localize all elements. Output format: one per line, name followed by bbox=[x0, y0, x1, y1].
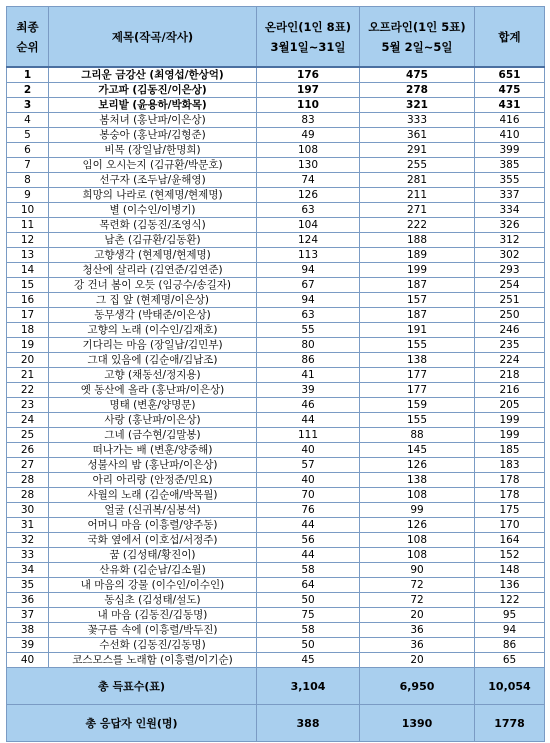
row-online: 50 bbox=[257, 638, 360, 653]
row-rank: 15 bbox=[7, 278, 49, 293]
row-rank: 14 bbox=[7, 263, 49, 278]
table-row bbox=[7, 563, 545, 578]
row-offline: 138 bbox=[360, 473, 475, 488]
total-respondents-label: 총 응답자 인원(명) bbox=[7, 705, 257, 742]
row-rank: 7 bbox=[7, 158, 49, 173]
row-total: 416 bbox=[475, 113, 545, 128]
row-title: 청산에 살리라 (김연준/김연준) bbox=[49, 263, 257, 278]
table-row bbox=[7, 653, 545, 668]
row-offline: 191 bbox=[360, 323, 475, 338]
table-row bbox=[7, 233, 545, 248]
row-title: 성불사의 밤 (홍난파/이은상) bbox=[49, 458, 257, 473]
table-row bbox=[7, 67, 545, 83]
row-title: 얼굴 (신귀복/심봉석) bbox=[49, 503, 257, 518]
row-total: 94 bbox=[475, 623, 545, 638]
row-online: 50 bbox=[257, 593, 360, 608]
row-title: 동심초 (김성태/설도) bbox=[49, 593, 257, 608]
table-row bbox=[7, 578, 545, 593]
row-offline: 155 bbox=[360, 338, 475, 353]
row-online: 197 bbox=[257, 83, 360, 98]
row-rank: 23 bbox=[7, 398, 49, 413]
table-row bbox=[7, 608, 545, 623]
row-online: 64 bbox=[257, 578, 360, 593]
row-offline: 291 bbox=[360, 143, 475, 158]
row-title: 임이 오시는지 (김규환/박문호) bbox=[49, 158, 257, 173]
table-row bbox=[7, 83, 545, 98]
row-offline: 187 bbox=[360, 308, 475, 323]
row-offline: 90 bbox=[360, 563, 475, 578]
row-title: 선구자 (조두남/윤해영) bbox=[49, 173, 257, 188]
row-online: 76 bbox=[257, 503, 360, 518]
row-rank: 33 bbox=[7, 548, 49, 563]
table-row bbox=[7, 623, 545, 638]
row-total: 251 bbox=[475, 293, 545, 308]
row-rank: 6 bbox=[7, 143, 49, 158]
row-rank: 37 bbox=[7, 608, 49, 623]
row-total: 185 bbox=[475, 443, 545, 458]
row-offline: 145 bbox=[360, 443, 475, 458]
row-online: 104 bbox=[257, 218, 360, 233]
table-row bbox=[7, 383, 545, 398]
song-ranking-table bbox=[6, 6, 545, 742]
row-title: 사월의 노래 (김순애/박목월) bbox=[49, 488, 257, 503]
row-total: 216 bbox=[475, 383, 545, 398]
row-offline: 20 bbox=[360, 608, 475, 623]
table-row bbox=[7, 308, 545, 323]
header-title: 제목(작곡/작사) bbox=[49, 7, 257, 68]
row-offline: 187 bbox=[360, 278, 475, 293]
row-offline: 36 bbox=[360, 623, 475, 638]
row-rank: 17 bbox=[7, 308, 49, 323]
total-respondents-online: 388 bbox=[257, 705, 360, 742]
row-online: 94 bbox=[257, 293, 360, 308]
total-respondents-row bbox=[7, 705, 545, 742]
row-offline: 108 bbox=[360, 548, 475, 563]
row-title: 고향생각 (현제명/현제명) bbox=[49, 248, 257, 263]
row-total: 334 bbox=[475, 203, 545, 218]
row-title: 꽃구름 속에 (이흥렬/박두진) bbox=[49, 623, 257, 638]
table-row bbox=[7, 503, 545, 518]
row-online: 63 bbox=[257, 308, 360, 323]
row-offline: 36 bbox=[360, 638, 475, 653]
row-title: 별 (이수인/이병기) bbox=[49, 203, 257, 218]
row-offline: 108 bbox=[360, 488, 475, 503]
row-online: 41 bbox=[257, 368, 360, 383]
header-total: 합계 bbox=[475, 7, 545, 68]
row-online: 39 bbox=[257, 383, 360, 398]
table-row bbox=[7, 173, 545, 188]
row-title: 국화 옆에서 (이호섭/서정주) bbox=[49, 533, 257, 548]
row-online: 176 bbox=[257, 67, 360, 83]
row-rank: 22 bbox=[7, 383, 49, 398]
row-online: 44 bbox=[257, 548, 360, 563]
row-title: 그리운 금강산 (최영섭/한상억) bbox=[49, 67, 257, 83]
table-row bbox=[7, 548, 545, 563]
row-online: 57 bbox=[257, 458, 360, 473]
row-online: 40 bbox=[257, 473, 360, 488]
row-online: 80 bbox=[257, 338, 360, 353]
row-title: 꿈 (김성태/황진이) bbox=[49, 548, 257, 563]
row-title: 비목 (장일남/한명희) bbox=[49, 143, 257, 158]
row-total: 410 bbox=[475, 128, 545, 143]
row-total: 65 bbox=[475, 653, 545, 668]
table-row bbox=[7, 533, 545, 548]
row-online: 67 bbox=[257, 278, 360, 293]
row-title: 수선화 (김동진/김동명) bbox=[49, 638, 257, 653]
row-title: 봄처녀 (홍난파/이은상) bbox=[49, 113, 257, 128]
row-online: 110 bbox=[257, 98, 360, 113]
row-title: 옛 동산에 올라 (홍난파/이은상) bbox=[49, 383, 257, 398]
row-rank: 26 bbox=[7, 443, 49, 458]
row-online: 58 bbox=[257, 563, 360, 578]
row-title: 산유화 (김순남/김소월) bbox=[49, 563, 257, 578]
row-online: 58 bbox=[257, 623, 360, 638]
row-title: 아리 아리랑 (안정준/민요) bbox=[49, 473, 257, 488]
row-offline: 177 bbox=[360, 368, 475, 383]
row-rank: 31 bbox=[7, 518, 49, 533]
row-total: 86 bbox=[475, 638, 545, 653]
table-row bbox=[7, 458, 545, 473]
row-online: 126 bbox=[257, 188, 360, 203]
row-title: 보리밭 (윤용하/박화목) bbox=[49, 98, 257, 113]
row-title: 동무생각 (박태준/이은상) bbox=[49, 308, 257, 323]
row-rank: 18 bbox=[7, 323, 49, 338]
table-row bbox=[7, 143, 545, 158]
table-row bbox=[7, 338, 545, 353]
row-rank: 21 bbox=[7, 368, 49, 383]
row-total: 183 bbox=[475, 458, 545, 473]
table-row bbox=[7, 158, 545, 173]
row-rank: 32 bbox=[7, 533, 49, 548]
table-row bbox=[7, 638, 545, 653]
table-row bbox=[7, 428, 545, 443]
row-online: 113 bbox=[257, 248, 360, 263]
row-title: 내 마음 (김동진/김동명) bbox=[49, 608, 257, 623]
row-total: 136 bbox=[475, 578, 545, 593]
row-total: 254 bbox=[475, 278, 545, 293]
row-offline: 199 bbox=[360, 263, 475, 278]
row-offline: 126 bbox=[360, 518, 475, 533]
row-title: 고향의 노래 (이수인/김재호) bbox=[49, 323, 257, 338]
row-total: 246 bbox=[475, 323, 545, 338]
row-offline: 72 bbox=[360, 578, 475, 593]
row-offline: 189 bbox=[360, 248, 475, 263]
table-body bbox=[7, 67, 545, 668]
row-online: 55 bbox=[257, 323, 360, 338]
row-total: 399 bbox=[475, 143, 545, 158]
total-respondents-offline: 1390 bbox=[360, 705, 475, 742]
row-title: 내 마음의 강물 (이수인/이수인) bbox=[49, 578, 257, 593]
row-offline: 159 bbox=[360, 398, 475, 413]
row-offline: 20 bbox=[360, 653, 475, 668]
row-title: 그 집 앞 (현제명/이은상) bbox=[49, 293, 257, 308]
row-offline: 321 bbox=[360, 98, 475, 113]
row-rank: 36 bbox=[7, 593, 49, 608]
row-rank: 24 bbox=[7, 413, 49, 428]
row-title: 봉숭아 (홍난파/김형준) bbox=[49, 128, 257, 143]
total-votes-row bbox=[7, 668, 545, 705]
table-row bbox=[7, 398, 545, 413]
row-total: 235 bbox=[475, 338, 545, 353]
table-row bbox=[7, 488, 545, 503]
row-total: 385 bbox=[475, 158, 545, 173]
row-rank: 3 bbox=[7, 98, 49, 113]
row-online: 108 bbox=[257, 143, 360, 158]
row-rank: 28 bbox=[7, 488, 49, 503]
row-offline: 157 bbox=[360, 293, 475, 308]
row-rank: 27 bbox=[7, 458, 49, 473]
row-title: 고향 (채동선/정지용) bbox=[49, 368, 257, 383]
row-offline: 271 bbox=[360, 203, 475, 218]
row-rank: 16 bbox=[7, 293, 49, 308]
row-rank: 34 bbox=[7, 563, 49, 578]
table-row bbox=[7, 128, 545, 143]
row-online: 130 bbox=[257, 158, 360, 173]
row-total: 178 bbox=[475, 488, 545, 503]
table-row bbox=[7, 323, 545, 338]
table-row bbox=[7, 413, 545, 428]
row-total: 205 bbox=[475, 398, 545, 413]
row-total: 224 bbox=[475, 353, 545, 368]
row-offline: 361 bbox=[360, 128, 475, 143]
table-row bbox=[7, 218, 545, 233]
row-online: 74 bbox=[257, 173, 360, 188]
row-offline: 88 bbox=[360, 428, 475, 443]
row-rank: 11 bbox=[7, 218, 49, 233]
row-rank: 2 bbox=[7, 83, 49, 98]
table-row bbox=[7, 593, 545, 608]
row-rank: 19 bbox=[7, 338, 49, 353]
row-offline: 188 bbox=[360, 233, 475, 248]
row-title: 떠나가는 배 (변훈/양중해) bbox=[49, 443, 257, 458]
row-total: 337 bbox=[475, 188, 545, 203]
table-row bbox=[7, 203, 545, 218]
row-rank: 38 bbox=[7, 623, 49, 638]
row-rank: 25 bbox=[7, 428, 49, 443]
row-online: 94 bbox=[257, 263, 360, 278]
total-respondents-sum: 1778 bbox=[475, 705, 545, 742]
table-row bbox=[7, 368, 545, 383]
row-total: 302 bbox=[475, 248, 545, 263]
row-rank: 20 bbox=[7, 353, 49, 368]
row-total: 326 bbox=[475, 218, 545, 233]
row-online: 86 bbox=[257, 353, 360, 368]
row-online: 46 bbox=[257, 398, 360, 413]
table-row bbox=[7, 263, 545, 278]
row-online: 44 bbox=[257, 413, 360, 428]
row-offline: 126 bbox=[360, 458, 475, 473]
row-total: 178 bbox=[475, 473, 545, 488]
row-offline: 177 bbox=[360, 383, 475, 398]
row-online: 56 bbox=[257, 533, 360, 548]
row-offline: 155 bbox=[360, 413, 475, 428]
table-row bbox=[7, 278, 545, 293]
row-total: 199 bbox=[475, 428, 545, 443]
row-total: 199 bbox=[475, 413, 545, 428]
row-rank: 12 bbox=[7, 233, 49, 248]
row-title: 명태 (변훈/양명문) bbox=[49, 398, 257, 413]
row-title: 가고파 (김동진/이은상) bbox=[49, 83, 257, 98]
header-rank: 최종 순위 bbox=[7, 7, 49, 68]
table-row bbox=[7, 353, 545, 368]
row-title: 목련화 (김동진/조영식) bbox=[49, 218, 257, 233]
row-online: 111 bbox=[257, 428, 360, 443]
row-offline: 255 bbox=[360, 158, 475, 173]
row-total: 164 bbox=[475, 533, 545, 548]
row-rank: 40 bbox=[7, 653, 49, 668]
row-offline: 278 bbox=[360, 83, 475, 98]
row-rank: 9 bbox=[7, 188, 49, 203]
row-total: 293 bbox=[475, 263, 545, 278]
row-total: 175 bbox=[475, 503, 545, 518]
row-online: 63 bbox=[257, 203, 360, 218]
row-offline: 475 bbox=[360, 67, 475, 83]
table-row bbox=[7, 98, 545, 113]
row-offline: 281 bbox=[360, 173, 475, 188]
total-votes-online: 3,104 bbox=[257, 668, 360, 705]
row-title: 그대 있음에 (김순애/김남조) bbox=[49, 353, 257, 368]
row-title: 어머니 마음 (이흥렬/양주동) bbox=[49, 518, 257, 533]
row-rank: 4 bbox=[7, 113, 49, 128]
row-rank: 10 bbox=[7, 203, 49, 218]
row-total: 250 bbox=[475, 308, 545, 323]
total-votes-sum: 10,054 bbox=[475, 668, 545, 705]
row-total: 475 bbox=[475, 83, 545, 98]
total-votes-offline: 6,950 bbox=[360, 668, 475, 705]
header-online: 온라인(1인 8표) 3월1일~31일 bbox=[257, 7, 360, 68]
row-offline: 222 bbox=[360, 218, 475, 233]
row-title: 코스모스를 노래함 (이흥렬/이기순) bbox=[49, 653, 257, 668]
row-title: 기다리는 마음 (장일남/김민부) bbox=[49, 338, 257, 353]
row-rank: 13 bbox=[7, 248, 49, 263]
row-offline: 333 bbox=[360, 113, 475, 128]
row-total: 95 bbox=[475, 608, 545, 623]
table-row bbox=[7, 113, 545, 128]
row-rank: 30 bbox=[7, 503, 49, 518]
row-rank: 5 bbox=[7, 128, 49, 143]
row-rank: 8 bbox=[7, 173, 49, 188]
row-offline: 211 bbox=[360, 188, 475, 203]
row-rank: 39 bbox=[7, 638, 49, 653]
header-row bbox=[7, 7, 545, 68]
row-online: 75 bbox=[257, 608, 360, 623]
row-total: 312 bbox=[475, 233, 545, 248]
row-total: 152 bbox=[475, 548, 545, 563]
row-online: 83 bbox=[257, 113, 360, 128]
table-row bbox=[7, 293, 545, 308]
row-total: 170 bbox=[475, 518, 545, 533]
row-offline: 72 bbox=[360, 593, 475, 608]
row-total: 355 bbox=[475, 173, 545, 188]
table-row bbox=[7, 248, 545, 263]
row-online: 45 bbox=[257, 653, 360, 668]
row-offline: 108 bbox=[360, 533, 475, 548]
row-title: 강 건너 봄이 오듯 (임긍수/송길자) bbox=[49, 278, 257, 293]
table-row bbox=[7, 473, 545, 488]
header-offline: 오프라인(1인 5표) 5월 2일~5일 bbox=[360, 7, 475, 68]
row-rank: 1 bbox=[7, 67, 49, 83]
row-online: 70 bbox=[257, 488, 360, 503]
table-row bbox=[7, 188, 545, 203]
row-rank: 35 bbox=[7, 578, 49, 593]
row-title: 사랑 (홍난파/이은상) bbox=[49, 413, 257, 428]
row-total: 651 bbox=[475, 67, 545, 83]
row-total: 431 bbox=[475, 98, 545, 113]
table-row bbox=[7, 443, 545, 458]
row-title: 남촌 (김규환/김동환) bbox=[49, 233, 257, 248]
row-rank: 28 bbox=[7, 473, 49, 488]
row-total: 148 bbox=[475, 563, 545, 578]
row-title: 그네 (금수현/김말봉) bbox=[49, 428, 257, 443]
row-online: 124 bbox=[257, 233, 360, 248]
total-votes-label: 총 득표수(표) bbox=[7, 668, 257, 705]
row-offline: 138 bbox=[360, 353, 475, 368]
row-total: 122 bbox=[475, 593, 545, 608]
table-row bbox=[7, 518, 545, 533]
row-total: 218 bbox=[475, 368, 545, 383]
row-offline: 99 bbox=[360, 503, 475, 518]
row-title: 희망의 나라로 (현제명/현제명) bbox=[49, 188, 257, 203]
row-online: 40 bbox=[257, 443, 360, 458]
row-online: 49 bbox=[257, 128, 360, 143]
row-online: 44 bbox=[257, 518, 360, 533]
